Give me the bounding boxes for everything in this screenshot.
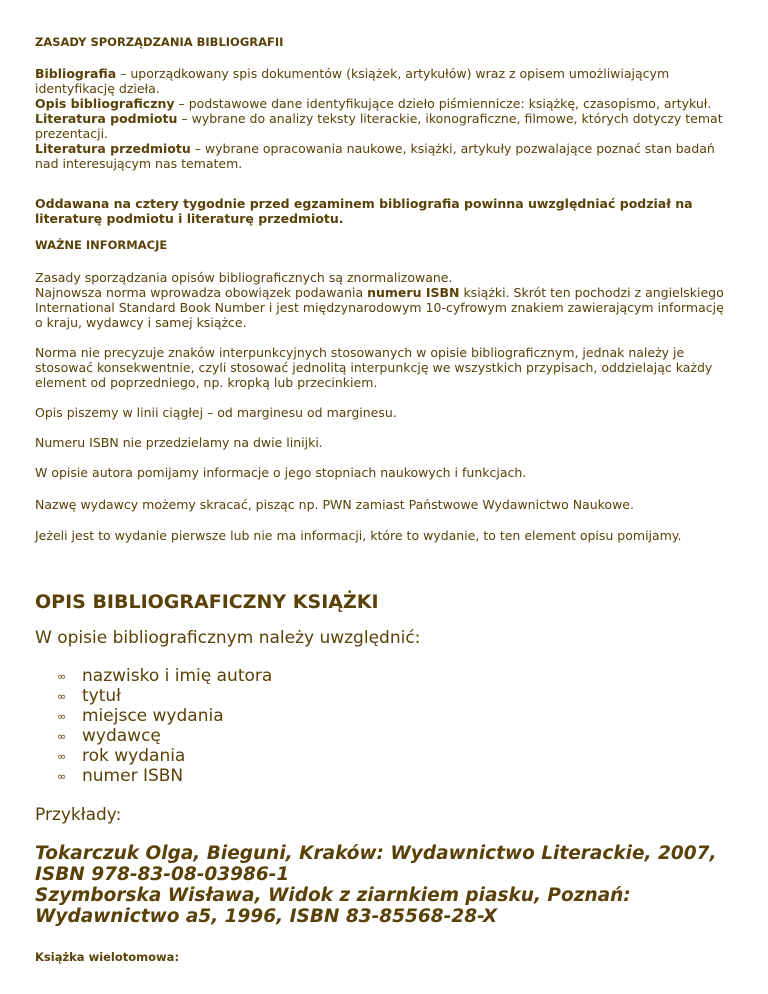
- info-text: książki. Skrót ten pochodzi z angielskiego International Standard Book Number i jest międzynarodowym 10-cyfrowym znakiem zawierającym informację o kraju, wydawcy i samej książce.: [35, 285, 724, 330]
- infinity-bullet-icon: ∞: [57, 730, 67, 743]
- notice-paragraph: Oddawana na cztery tygodnie przed egzaminem bibliografia powinna uwzględniać podział na literaturę podmiotu i literaturę przedmiotu.: [35, 196, 693, 226]
- definition-term: Literatura przedmiotu: [35, 141, 191, 156]
- list-item: [35, 766, 272, 786]
- definition-text: – uporządkowany spis dokumentów (książek, artykułów) wraz z opisem umożliwiającym identyfikację dzieła.: [35, 66, 670, 96]
- definition-text: – wybrane opracowania naukowe, książki, artykuły pozwalające poznać stan badań nad interesującym nas tematem.: [35, 141, 715, 171]
- list-item-label: wydawcę: [82, 726, 161, 746]
- page-title: ZASADY SPORZĄDZANIA BIBLIOGRAFII: [35, 35, 284, 49]
- list-item-label: numer ISBN: [82, 766, 184, 786]
- info-paragraph-1: [35, 270, 735, 330]
- info-paragraph-6: Nazwę wydawcy możemy skracać, pisząc np. PWN zamiast Państwowe Wydawnictwo Naukowe.: [35, 497, 634, 512]
- infinity-bullet-icon: ∞: [57, 710, 67, 723]
- definition-literatura-podmiotu: [35, 111, 735, 141]
- list-item-label: tytuł: [82, 686, 121, 706]
- required-elements-list: [35, 666, 272, 786]
- list-item-label: rok wydania: [82, 746, 186, 766]
- list-item: [35, 706, 272, 726]
- list-item: [35, 686, 272, 706]
- important-heading: WAŻNE INFORMACJE: [35, 238, 168, 252]
- info-paragraph-7: Jeżeli jest to wydanie pierwsze lub nie ma informacji, które to wydanie, to ten element opisu pomijamy.: [35, 528, 682, 543]
- info-paragraph-4: Numeru ISBN nie przedzielamy na dwie linijki.: [35, 435, 323, 450]
- definition-literatura-przedmiotu: [35, 141, 735, 171]
- definition-term: Bibliografia: [35, 66, 117, 81]
- section-heading: OPIS BIBLIOGRAFICZNY KSIĄŻKI: [35, 591, 379, 613]
- multi-volume-heading: Książka wielotomowa:: [35, 950, 180, 964]
- isbn-emphasis: numeru ISBN: [367, 285, 460, 300]
- definitions: [35, 66, 735, 171]
- info-line: Zasady sporządzania opisów bibliograficznych są znormalizowane.: [35, 270, 453, 285]
- infinity-bullet-icon: ∞: [57, 690, 67, 703]
- definition-opis: [35, 96, 735, 111]
- info-paragraph-3: Opis piszemy w linii ciągłej – od marginesu od marginesu.: [35, 405, 397, 420]
- list-item: [35, 746, 272, 766]
- examples-label: Przykłady:: [35, 805, 122, 825]
- list-item: [35, 726, 272, 746]
- infinity-bullet-icon: ∞: [57, 770, 67, 783]
- infinity-bullet-icon: ∞: [57, 750, 67, 763]
- info-line: [35, 285, 735, 330]
- definition-bibliografia: [35, 66, 735, 96]
- intro-text: W opisie bibliograficznym należy uwzględnić:: [35, 628, 421, 648]
- list-item-label: miejsce wydania: [82, 706, 224, 726]
- info-text: Najnowsza norma wprowadza obowiązek podawania: [35, 285, 368, 300]
- definition-term: Literatura podmiotu: [35, 111, 178, 126]
- list-item: [35, 666, 272, 686]
- example-citation: Szymborska Wisława, Widok z ziarnkiem piasku, Poznań: Wydawnictwo a5, 1996, ISBN 83-85568-28-X: [35, 885, 631, 927]
- infinity-bullet-icon: ∞: [57, 670, 67, 683]
- list-item-label: nazwisko i imię autora: [82, 666, 273, 686]
- info-paragraph-2: Norma nie precyzuje znaków interpunkcyjnych stosowanych w opisie bibliograficznym, jednak należy je stosować konsekwentnie, czyli stosować jednolitą interpunkcję we wszystkich przypisach, oddzielając każdy element od poprzedniego, np. kropką lub przecinkiem.: [35, 345, 713, 390]
- definition-text: – wybrane do analizy teksty literackie, ikonograficzne, filmowe, których dotyczy temat prezentacji.: [35, 111, 723, 141]
- definition-text: – podstawowe dane identyfikujące dzieło piśmiennicze: książkę, czasopismo, artykuł.: [174, 96, 712, 111]
- examples-block: [35, 843, 735, 927]
- example-citation: Tokarczuk Olga, Bieguni, Kraków: Wydawnictwo Literackie, 2007, ISBN 978-83-08-03986-1: [35, 843, 717, 885]
- info-paragraph-5: W opisie autora pomijamy informacje o jego stopniach naukowych i funkcjach.: [35, 465, 527, 480]
- definition-term: Opis bibliograficzny: [35, 96, 175, 111]
